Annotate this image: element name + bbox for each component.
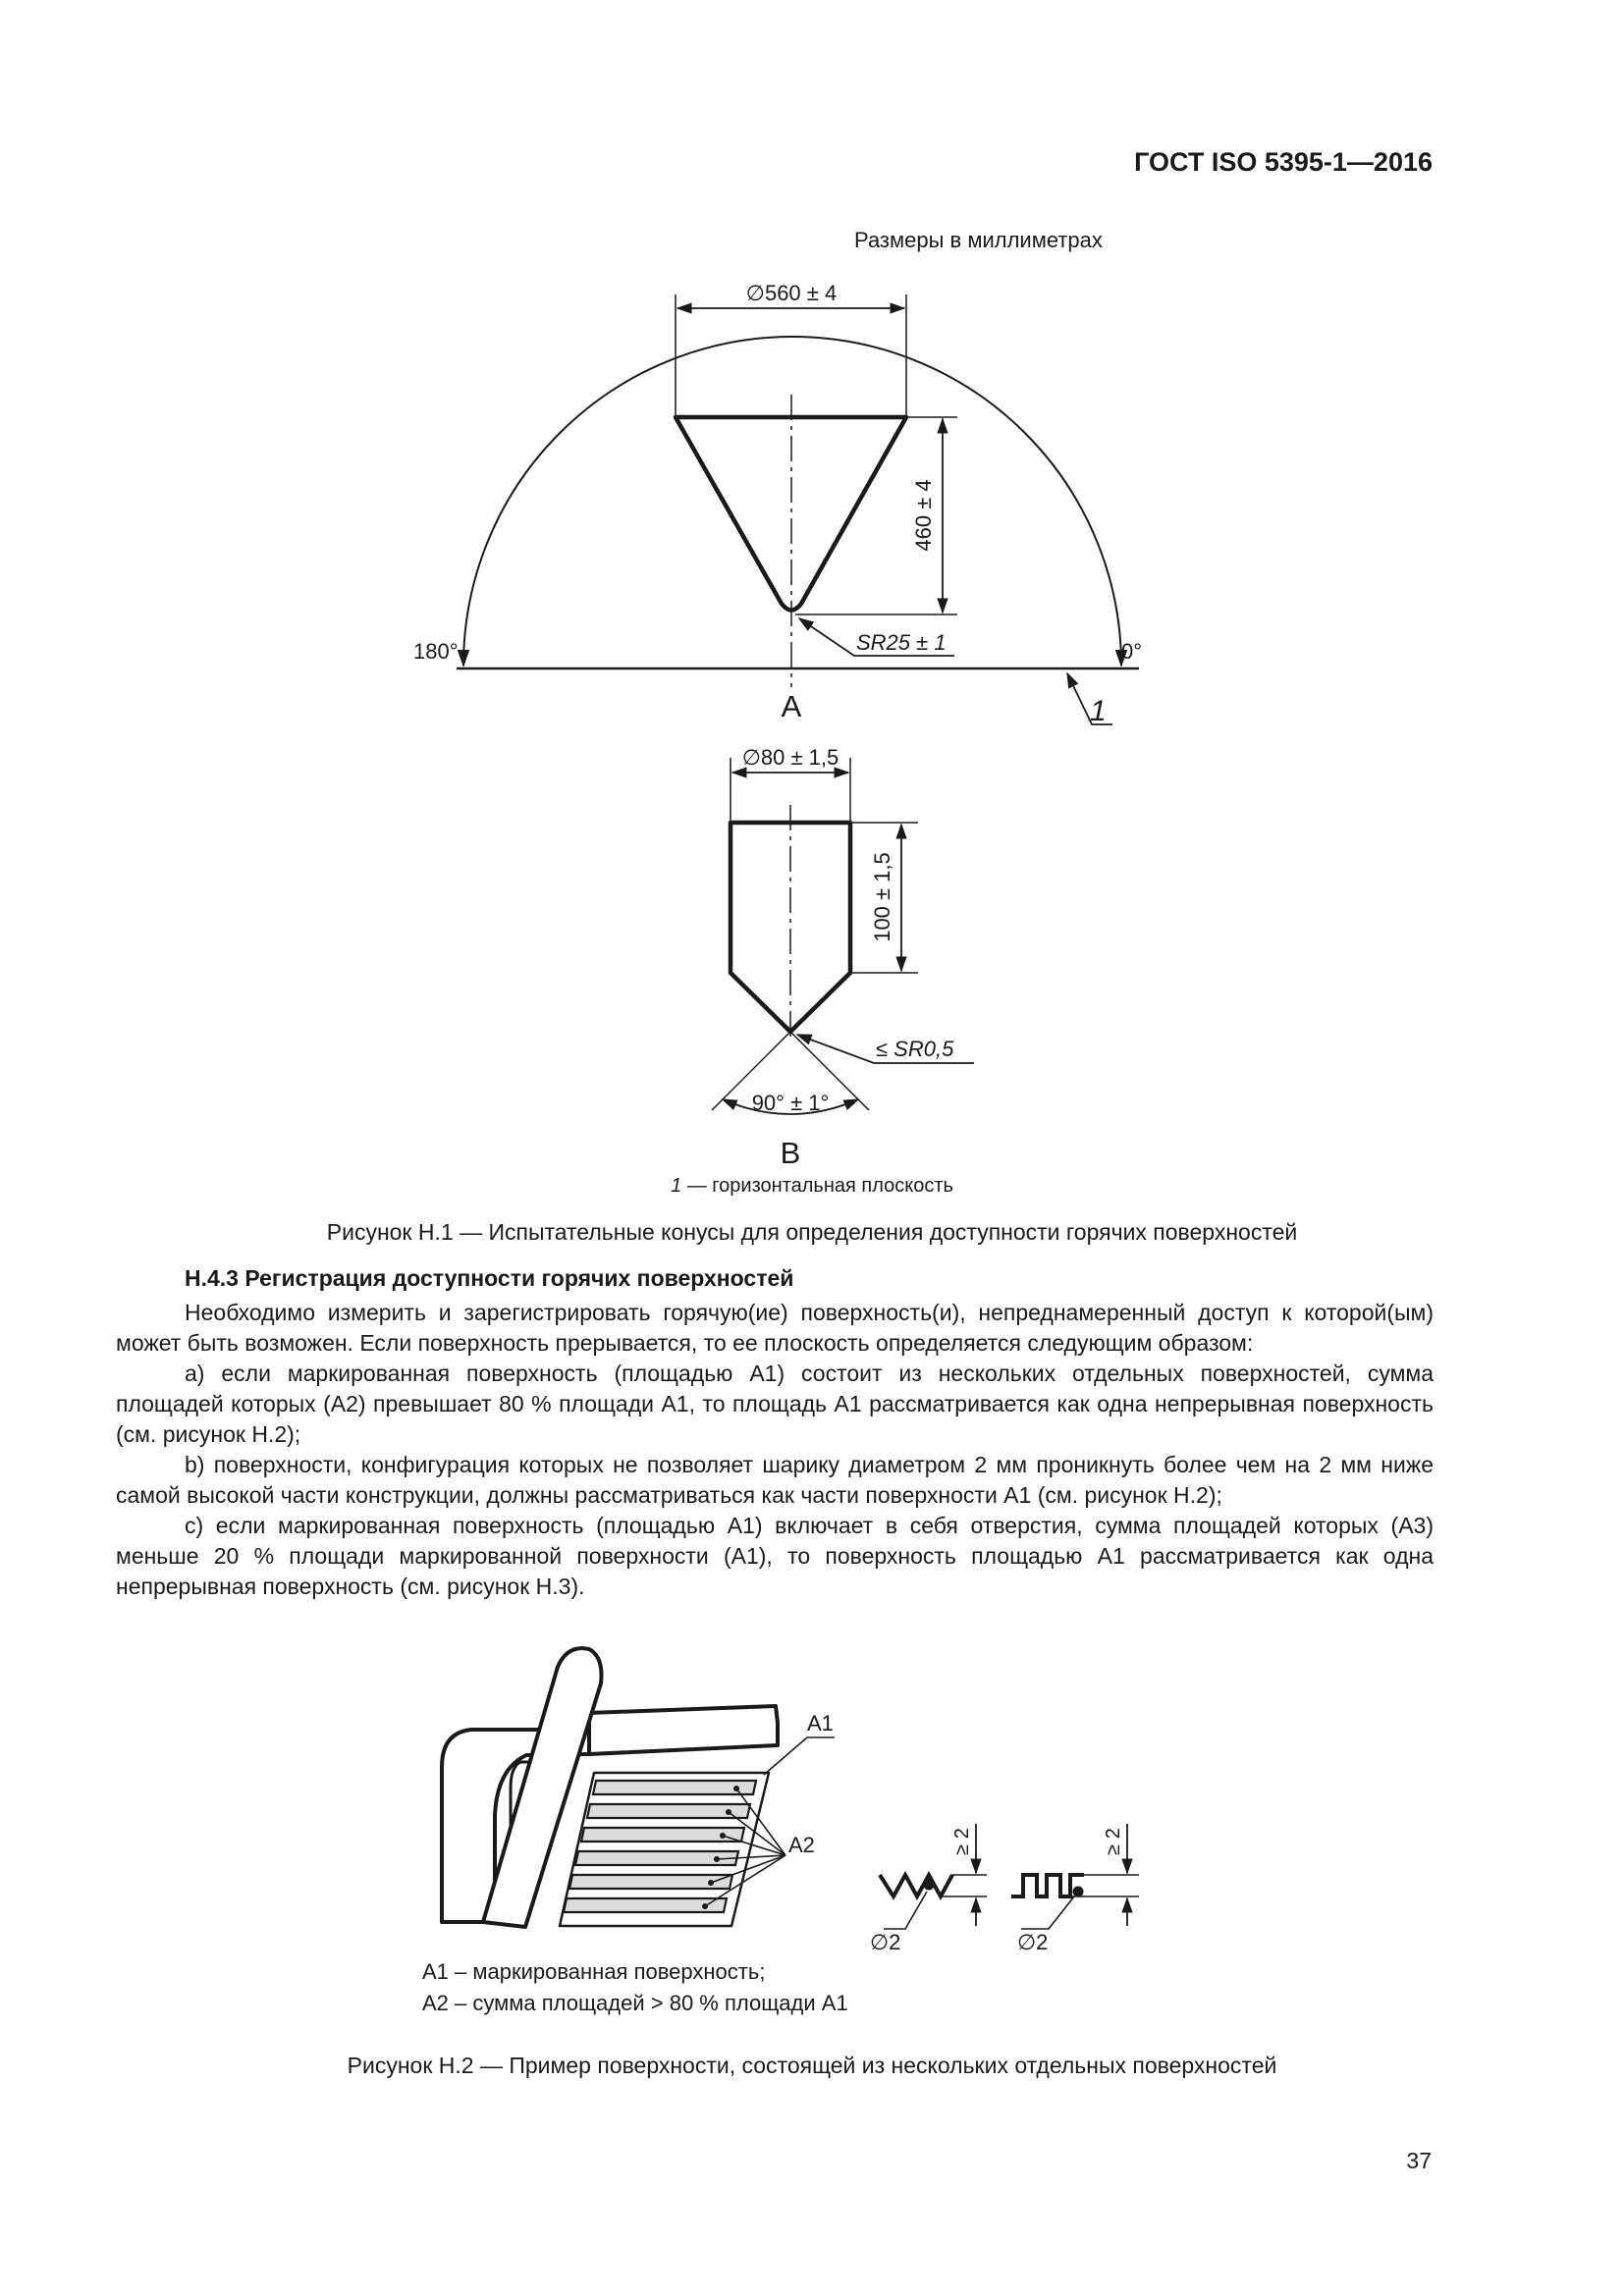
section-heading: H.4.3 Регистрация доступности горячих поверхностей xyxy=(185,1265,794,1291)
angle-180-label: 180° xyxy=(413,639,459,664)
square-ball xyxy=(1073,1887,1083,1896)
cone-b-height-label: 100 ± 1,5 xyxy=(870,852,894,942)
figure1-legend xyxy=(0,1175,1624,1198)
zigzag-depth-label: ≥ 2 xyxy=(951,1828,973,1855)
paragraph-item-a: a) если маркированная поверхность (площадью A1) состоит из нескольких отдельных поверхностей, сумма площадей которых (A2) превышает 80 % площади A1, то площадь A1 рассматривается как одна непрерывная поверхность (см. рисунок H.2); xyxy=(116,1361,1434,1447)
legend-a1: A1 – маркированная поверхность; xyxy=(422,1959,766,1984)
standard-designation: ГОСТ ISO 5395-1—2016 xyxy=(1134,147,1433,177)
legend-number: 1 xyxy=(671,1175,682,1197)
section-body xyxy=(116,1298,1434,1602)
fig2-a1-label: A1 xyxy=(807,1711,834,1735)
a1-leader xyxy=(764,1737,835,1775)
cone-b-diameter-label: ∅80 ± 1,5 xyxy=(741,745,839,770)
fig2-strip-6 xyxy=(564,1898,727,1912)
fig2-a2-label: A2 xyxy=(788,1833,815,1857)
cone-a-letter: A xyxy=(781,689,802,723)
cone-a-height-label: 460 ± 4 xyxy=(911,479,936,552)
zigzag-ball xyxy=(924,1880,934,1890)
cone-a-drawing xyxy=(457,294,1139,724)
legend-text: — горизонтальная плоскость xyxy=(686,1175,953,1197)
fig2-strip-5 xyxy=(569,1875,732,1889)
page-number: 37 xyxy=(1406,2148,1432,2173)
cone-b-angle-label: 90° ± 1° xyxy=(751,1091,830,1115)
angle-0-label: 0° xyxy=(1121,639,1143,664)
dimensions-note: Размеры в миллиметрах xyxy=(854,228,1103,252)
legend-a2: A2 – сумма площадей > 80 % площади A1 xyxy=(422,1991,848,2015)
paragraph-intro: Необходимо измерить и зарегистрировать горячую(ие) поверхность(и), непреднамеренный доступ к которой(ым) может быть возможен. Если поверхность прерывается, то ее плоскость определяется следующим образом: xyxy=(116,1300,1434,1356)
plane-callout-number: 1 xyxy=(1090,695,1107,727)
square-depth-label: ≥ 2 xyxy=(1103,1828,1124,1855)
fig2-strip-4 xyxy=(575,1851,738,1865)
figure2-caption: Рисунок H.2 — Пример поверхности, состоящей из нескольких отдельных поверхностей xyxy=(347,2053,1277,2078)
paragraph-item-c: c) если маркированная поверхность (площадью A1) включает в себя отверстия, сумма площадей которых (A3) меньше 20 % площади маркированной поверхности (A1), то поверхность площадью A1 рассматривается как одна непрерывная поверхность (см. рисунок H.3). xyxy=(116,1513,1434,1599)
figure2-legend xyxy=(422,1956,848,2019)
fig2-strip-1 xyxy=(593,1781,756,1794)
fig2-top-board xyxy=(589,1706,778,1754)
fig2-strip-2 xyxy=(587,1804,750,1818)
zigzag-ball-label: ∅2 xyxy=(870,1930,901,1954)
cone-b-letter: B xyxy=(780,1136,801,1170)
cone-a-diameter-label: ∅560 ± 4 xyxy=(745,281,838,305)
cone-b-radius-label: ≤ SR0,5 xyxy=(876,1037,954,1061)
zigzag-line xyxy=(880,1875,952,1896)
paragraph-item-b: b) поверхности, конфигурация которых не позволяет шарику диаметром 2 мм проникнуть более чем на 2 мм ниже самой высокой части конструкции, должны рассматриваться как части поверхности A1 (см. рисунок H.2); xyxy=(116,1452,1434,1508)
angle-arc xyxy=(463,337,1121,666)
figure1-caption: Рисунок H.1 — Испытательные конусы для определения доступности горячих поверхностей xyxy=(326,1219,1298,1245)
fig2-strip-3 xyxy=(581,1828,744,1842)
zigzag-ball-leader xyxy=(884,1892,927,1929)
square-ball-label: ∅2 xyxy=(1017,1930,1049,1954)
cone-a-radius-label: SR25 ± 1 xyxy=(856,630,947,655)
square-ball-leader xyxy=(1021,1896,1074,1929)
